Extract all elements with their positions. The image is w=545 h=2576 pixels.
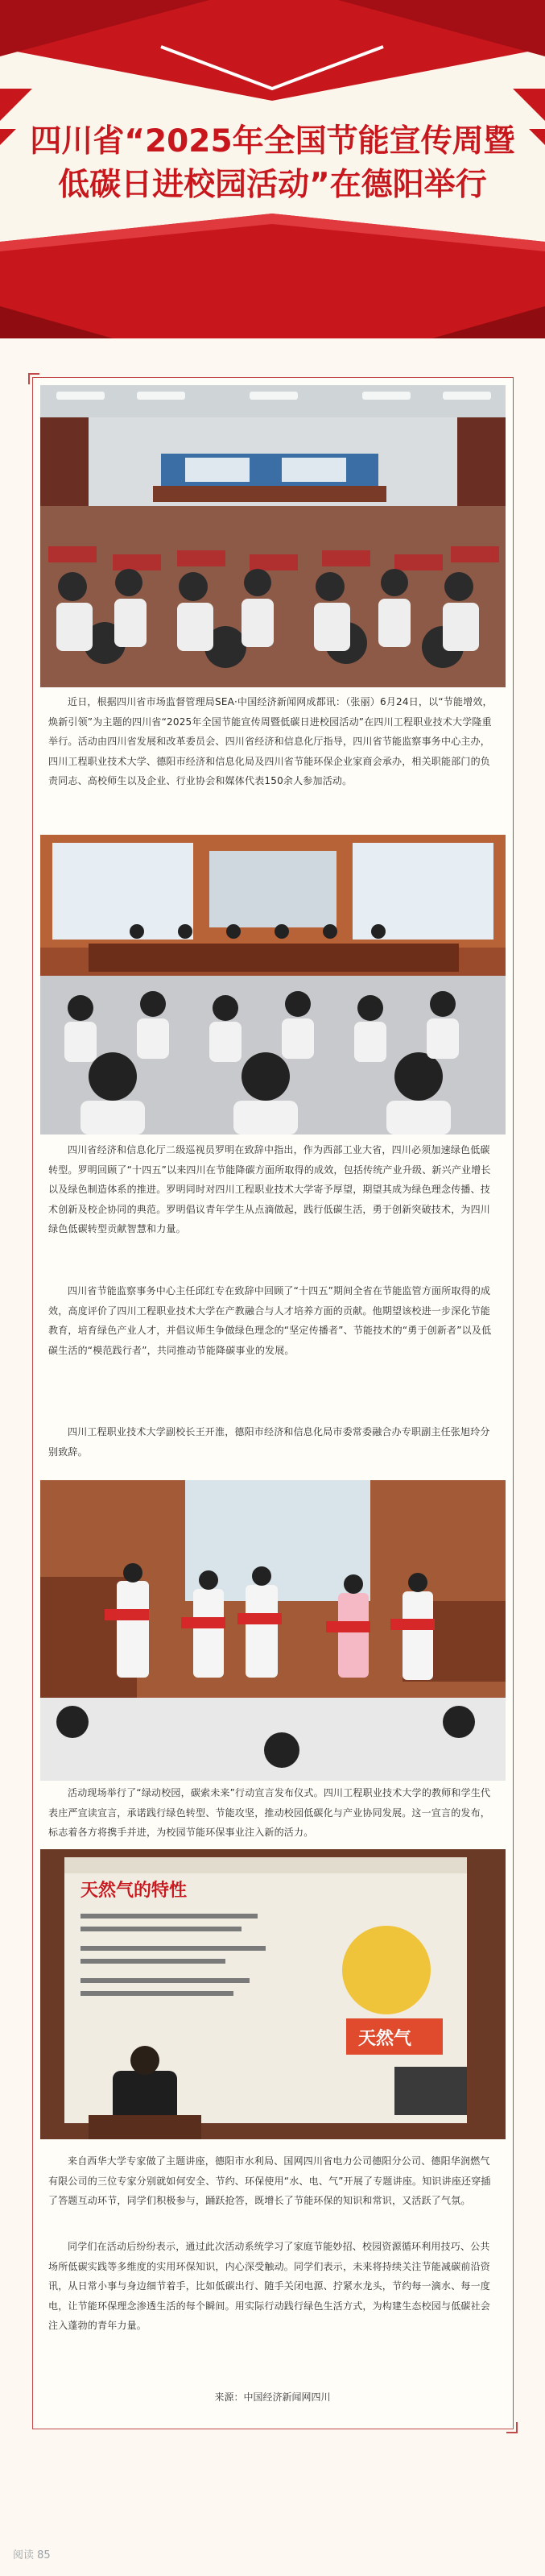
slide-title: 天然气的特性 bbox=[81, 1881, 188, 1901]
paragraph-1: 近日，根据四川省市场监督管理局SEA·中国经济新闻网成都讯：（张丽）6月24日，以“节能增效，焕新引领”为主题的四川省“2025年全国节能宣传周暨低碳日进校园活动”在四川工程职业技术大学隆重举行。活动由四川省发展和改革委员会、四川省经济和信息化厅指导，四川省节能监察事务中心主办，四川工程职业技术大学、德阳市经济和信息化局及四川省节能环保企业家商会承办，相关职能部门的负责同志、高校师生以及企业、行业协会和媒体代表150余人参加活动。 bbox=[48, 696, 493, 786]
headline-line-2: 低碳日进校园活动”在德阳举行 bbox=[58, 167, 487, 203]
banner-right-stripe-1 bbox=[513, 89, 545, 121]
banner-left-stripe-1 bbox=[0, 89, 32, 121]
paragraph-2: 四川省经济和信息化厅二级巡视员罗明在致辞中指出，作为西部工业大省，四川必须加速绿色低碳转型。罗明回顾了“十四五”以来四川在节能降碳方面所取得的成效，包括传统产业升级、新兴产业增长以及绿色制造体系的推进。罗明同时对四川工程职业技术大学寄予厚望，期望其成为绿色理念传播、技术创新及校企协同的典范。罗明倡议青年学生从点滴做起，践行低碳生活，勇于创新突破技术，为四川绿色低碳转型贡献智慧和力量。 bbox=[48, 1144, 491, 1234]
photo-stage-officials bbox=[40, 835, 506, 1135]
lecture-slide-image bbox=[40, 1849, 506, 2139]
paragraph-5: 活动现场举行了“绿动校园，碳索未来”行动宣言发布仪式。四川工程职业技术大学的教师和学生代表庄严宣读宣言，承诺践行绿色转型、节能攻坚，推动校园低碳化与产业协同发展。这一宣言的发布，标志着各方将携手并进，为校园节能环保事业注入新的活力。 bbox=[48, 1787, 491, 1838]
conference-hall-image bbox=[40, 385, 506, 687]
read-count: 阅读 85 bbox=[13, 2549, 51, 2561]
headline-banner bbox=[0, 0, 545, 338]
photo-declaration-ceremony bbox=[40, 1480, 506, 1781]
slide-label: 天然气 bbox=[358, 2029, 412, 2049]
photo-lecture-slide bbox=[40, 1849, 506, 2139]
banner-bottom-ribbon bbox=[0, 214, 545, 338]
paragraph-4: 四川工程职业技术大学副校长王开淮，德阳市经济和信息化局市委常委融合办专职副主任张旭玲分别致辞。 bbox=[48, 1426, 490, 1458]
photo-conference-hall bbox=[40, 385, 506, 687]
paragraph-6: 来自西华大学专家做了主题讲座，德阳市水利局、国网四川省电力公司德阳分公司、德阳华润燃气有限公司的三位专家分别就如何安全、节约、环保使用“水、电、气”开展了专题讲座。知识讲座还穿插了答题互动环节，同学们积极参与，踊跃抢答，既增长了节能环保的知识和常识，又活跃了气氛。 bbox=[48, 2155, 491, 2206]
paragraph-7: 同学们在活动后纷纷表示，通过此次活动系统学习了家庭节能妙招、校园资源循环利用技巧、公共场所低碳实践等多维度的实用环保知识，内心深受触动。同学们表示，未来将持续关注节能减碳前沿资讯，从日常小事与身边细节着手，比如低碳出行、随手关闭电源、拧紧水龙头，节约每一滴水、每一度电，让节能环保理念渗透生活的每个瞬间。用实际行动践行绿色生活方式，为构建生态校园与低碳社会注入蓬勃的青年力量。 bbox=[48, 2241, 491, 2331]
paragraph-3: 四川省节能监察事务中心主任邱红专在致辞中回顾了“十四五”期间全省在节能监管方面所取得的成效，高度评价了四川工程职业技术大学在产教融合与人才培养方面的贡献。他期望该校进一步深化节能教育，培育绿色产业人才，并倡议师生争做绿色理念的“坚定传播者”、节能技术的“勇于创新者”以及低碳生活的“模范践行者”，共同推动节能降碳事业的发展。 bbox=[48, 1285, 492, 1356]
stage-officials-image bbox=[40, 835, 506, 1135]
declaration-ceremony-image bbox=[40, 1480, 506, 1781]
headline-line-1: 四川省“2025年全国节能宣传周暨 bbox=[30, 123, 515, 160]
article-source: 来源：中国经济新闻网四川 bbox=[214, 2391, 331, 2403]
